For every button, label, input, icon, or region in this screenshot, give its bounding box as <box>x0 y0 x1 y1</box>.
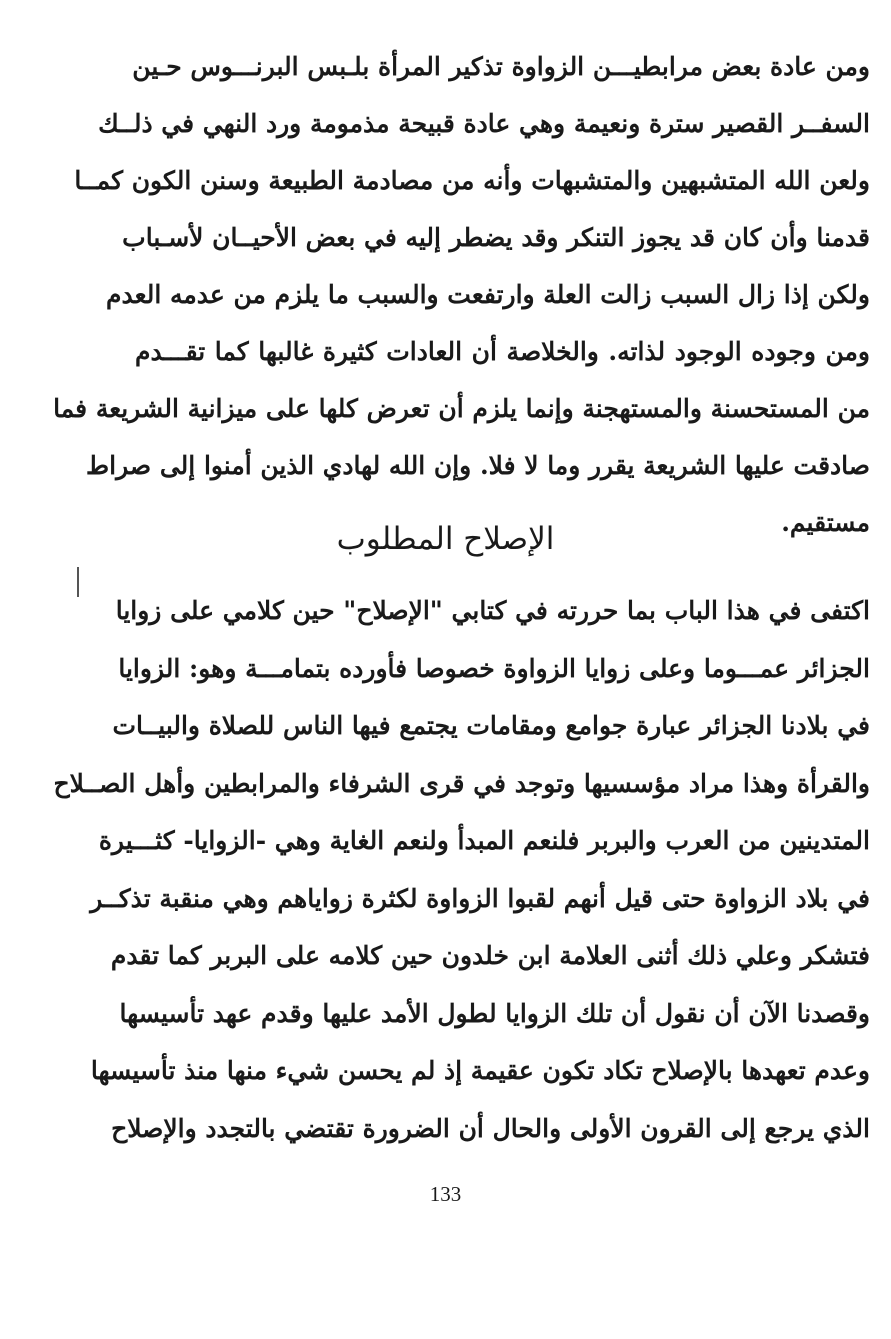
text-line: السفــر القصير سترة ونعيمة وهي عادة قبيحة مذمومة ورد النهي في ذلــك <box>98 109 870 138</box>
text-line: وقصدنا الآن أن نقول أن تلك الزوايا لطول الأمد عليها وقدم عهد تأسيسها <box>119 998 870 1028</box>
page-number: 133 <box>429 1182 462 1206</box>
paragraph-zawaya <box>53 582 870 1157</box>
text-line: الذي يرجع إلى القرون الأولى والحال أن الضرورة تقتضي بالتجدد والإصلاح <box>111 1113 870 1143</box>
text-line: ومن وجوده الوجود لذاته. والخلاصة أن العادات كثيرة غالبها كما تقـــدم <box>135 337 870 366</box>
text-line: والقرأة وهذا مراد مؤسسيها وتوجد في قرى الشرفاء والمرابطين وأهل الصــلاح <box>53 768 870 798</box>
margin-mark <box>77 567 79 597</box>
text-line: ومن عادة بعض مرابطيـــن الزواوة تذكير المرأة بلـبس البرنـــوس حـين <box>132 52 870 81</box>
text-line: في بلادنا الجزائر عبارة جوامع ومقامات يجتمع فيها الناس للصلاة والبيــات <box>112 711 870 740</box>
text-line: اكتفى في هذا الباب بما حررته في كتابي "الإصلاح" حين كلامي على زوايا <box>115 596 870 625</box>
text-line: من المستحسنة والمستهجنة وإنما يلزم أن تعرض كلها على ميزانية الشريعة فما <box>53 394 870 423</box>
section-heading: الإصلاح المطلوب <box>336 521 555 557</box>
text-line: الجزائر عمـــوما وعلى زوايا الزواوة خصوصا فأورده بتمامـــة وهو: الزوايا <box>118 653 870 683</box>
text-line: فتشكر وعلي ذلك أثنى العلامة ابن خلدون حين كلامه على البربر كما تقدم <box>110 941 870 970</box>
text-line: ولعن الله المتشبهين والمتشبهات وأنه من مصادمة الطبيعة وسنن الكون كمــا <box>74 166 870 195</box>
text-line: في بلاد الزواوة حتى قيل أنهم لقبوا الزواوة لكثرة زواياهم وهي منقبة تذكــر <box>90 883 870 913</box>
text-line: صادقت عليها الشريعة يقرر وما لا فلا. وإن الله لهادي الذين أمنوا إلى صراط <box>86 451 870 480</box>
text-line: مستقيم. <box>781 508 870 537</box>
text-line: المتدينين من العرب والبربر فلنعم المبدأ ولنعم الغاية وهي -الزوايا- كثـــيرة <box>98 826 870 855</box>
text-line: وعدم تعهدها بالإصلاح تكاد تكون عقيمة إذ لم يحسن شيء منها منذ تأسيسها <box>90 1056 870 1085</box>
paragraph-customs <box>53 38 870 551</box>
text-line: قدمنا وأن كان قد يجوز التنكر وقد يضطر إليه في بعض الأحيــان لأسـباب <box>122 223 870 252</box>
text-line: ولكن إذا زال السبب زالت العلة وارتفعت والسبب ما يلزم من عدمه العدم <box>106 280 870 309</box>
